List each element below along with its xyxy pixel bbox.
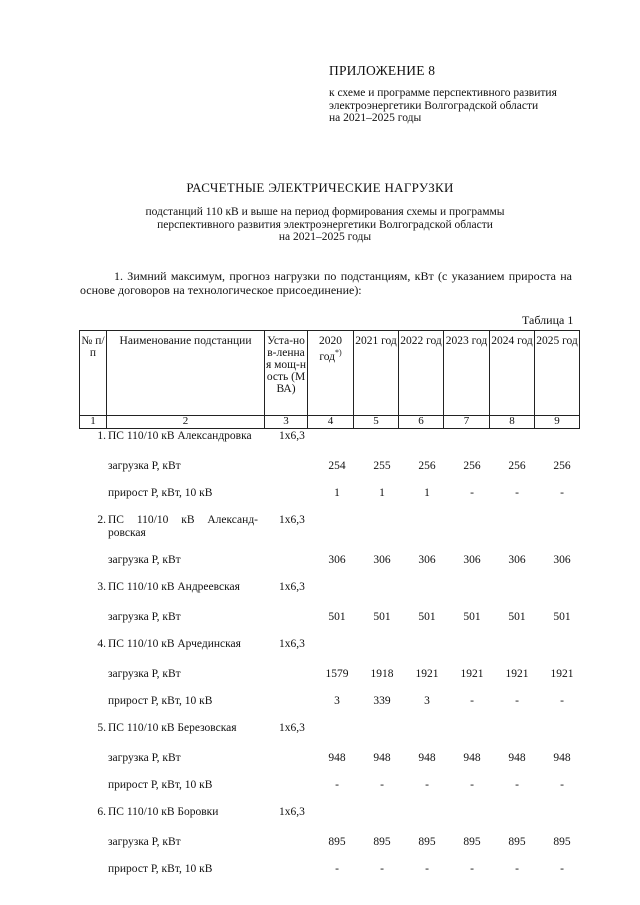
- load-value: -: [515, 779, 519, 791]
- load-value: -: [515, 487, 519, 499]
- document-subtitle-line: подстанций 110 кВ и выше на период формирования схемы и программы: [145, 206, 505, 218]
- header-2024: 2024 год: [490, 331, 535, 416]
- appendix-title: ПРИЛОЖЕНИЕ 8: [329, 63, 436, 78]
- document-subtitle-line: перспективного развития электроэнергетики Волгоградской области: [157, 218, 493, 231]
- load-value: 895: [463, 836, 481, 848]
- column-number: 1: [80, 416, 107, 429]
- load-value: 948: [463, 752, 481, 764]
- load-value: 895: [373, 836, 391, 848]
- load-value: 1: [379, 487, 385, 499]
- installed-power: 1х6,3: [279, 514, 305, 526]
- installed-power: 1х6,3: [279, 430, 305, 442]
- header-2020: [308, 331, 354, 416]
- load-label: загрузка Р, кВт: [108, 460, 181, 472]
- substation-number: 2.: [97, 514, 106, 526]
- load-value: -: [470, 779, 474, 791]
- load-value: 895: [328, 836, 346, 848]
- substation-number: 1.: [97, 430, 106, 442]
- load-value: 3: [334, 695, 340, 707]
- load-value: 255: [373, 460, 391, 472]
- load-value: 306: [508, 554, 526, 566]
- header-power: Уста-нов-ленная мощ-ность (МВА): [265, 331, 308, 416]
- load-value: -: [380, 863, 384, 875]
- load-value: 501: [463, 611, 481, 623]
- load-value: -: [335, 863, 339, 875]
- load-value: 1579: [325, 668, 349, 680]
- substation-name: ПС 110/10 кВ Арчединская: [108, 638, 241, 650]
- load-value: -: [425, 779, 429, 791]
- load-value: -: [560, 695, 564, 707]
- load-value: -: [425, 863, 429, 875]
- load-value: -: [470, 863, 474, 875]
- load-value: 1921: [460, 668, 484, 680]
- load-value: 948: [508, 752, 526, 764]
- appendix-subtitle: [329, 87, 579, 125]
- load-value: 895: [553, 836, 571, 848]
- table-header: [79, 330, 580, 429]
- appendix-subtitle-line: на 2021–2025 годы: [329, 112, 422, 124]
- document-subtitle: [100, 206, 550, 244]
- load-value: 306: [373, 554, 391, 566]
- document-subtitle-line: на 2021–2025 годы: [278, 231, 372, 243]
- column-number: 9: [535, 416, 580, 429]
- load-label: загрузка Р, кВт: [108, 611, 181, 623]
- column-number: 2: [107, 416, 265, 429]
- load-value: 1921: [415, 668, 439, 680]
- load-label: прирост Р, кВт, 10 кВ: [108, 695, 213, 707]
- appendix-subtitle-line: к схеме и программе перспективного развития: [329, 87, 557, 99]
- substation-number: 3.: [97, 581, 106, 593]
- installed-power: 1х6,3: [279, 722, 305, 734]
- load-value: -: [515, 863, 519, 875]
- substation-number: 4.: [97, 638, 106, 650]
- installed-power: 1х6,3: [279, 581, 305, 593]
- table-label: Таблица 1: [522, 313, 574, 327]
- load-value: -: [335, 779, 339, 791]
- load-value: 306: [553, 554, 571, 566]
- header-no: № п/п: [80, 331, 107, 416]
- load-value: 948: [373, 752, 391, 764]
- appendix-subtitle-line: электроэнергетики Волгоградской области: [329, 99, 539, 112]
- substation-number: 6.: [97, 806, 106, 818]
- column-number: 6: [399, 416, 444, 429]
- column-number: 8: [490, 416, 535, 429]
- load-label: прирост Р, кВт, 10 кВ: [108, 779, 213, 791]
- load-value: 1: [334, 487, 340, 499]
- load-label: загрузка Р, кВт: [108, 836, 181, 848]
- load-value: 948: [553, 752, 571, 764]
- load-value: 306: [328, 554, 346, 566]
- substation-name: ПС 110/10 кВ Березовская: [108, 722, 237, 734]
- header-name: Наименование подстанции: [107, 331, 265, 416]
- section-paragraph: 1. Зимний максимум, прогноз нагрузки по подстанциям, кВт (с указанием прироста на основе договоров на технологическое присоединение):: [80, 269, 572, 297]
- load-label: загрузка Р, кВт: [108, 668, 181, 680]
- substation-name: ПС 110/10 кВ Александ-ровская: [108, 514, 258, 539]
- load-value: 895: [418, 836, 436, 848]
- load-value: 256: [553, 460, 571, 472]
- load-value: 256: [508, 460, 526, 472]
- load-value: 254: [328, 460, 346, 472]
- load-label: загрузка Р, кВт: [108, 554, 181, 566]
- substation-name: ПС 110/10 кВ Андреевская: [108, 581, 240, 593]
- header-2020-note: *): [335, 348, 342, 357]
- installed-power: 1х6,3: [279, 638, 305, 650]
- load-value: 948: [418, 752, 436, 764]
- installed-power: 1х6,3: [279, 806, 305, 818]
- load-value: 501: [328, 611, 346, 623]
- load-value: 1918: [370, 668, 394, 680]
- load-value: 306: [463, 554, 481, 566]
- load-value: -: [470, 487, 474, 499]
- load-value: 3: [424, 695, 430, 707]
- load-value: 1: [424, 487, 430, 499]
- substation-number: 5.: [97, 722, 106, 734]
- substation-name: ПС 110/10 кВ Боровки: [108, 806, 219, 818]
- header-2020-label: 2020 год: [319, 335, 342, 363]
- header-2025: 2025 год: [535, 331, 580, 416]
- header-2023: 2023 год: [444, 331, 490, 416]
- header-2022: 2022 год: [399, 331, 444, 416]
- load-label: прирост Р, кВт, 10 кВ: [108, 863, 213, 875]
- column-number: 5: [354, 416, 399, 429]
- load-value: -: [560, 487, 564, 499]
- header-2021: 2021 год: [354, 331, 399, 416]
- column-number: 3: [265, 416, 308, 429]
- load-value: 1921: [550, 668, 574, 680]
- load-value: 501: [373, 611, 391, 623]
- load-value: -: [560, 779, 564, 791]
- load-value: -: [515, 695, 519, 707]
- load-value: 256: [418, 460, 436, 472]
- load-value: -: [560, 863, 564, 875]
- load-value: 339: [373, 695, 391, 707]
- load-value: 501: [508, 611, 526, 623]
- load-value: 895: [508, 836, 526, 848]
- load-value: -: [470, 695, 474, 707]
- document-title: РАСЧЕТНЫЕ ЭЛЕКТРИЧЕСКИЕ НАГРУЗКИ: [186, 180, 454, 195]
- load-label: прирост Р, кВт, 10 кВ: [108, 487, 213, 499]
- load-value: 948: [328, 752, 346, 764]
- substation-name: ПС 110/10 кВ Александровка: [108, 430, 252, 442]
- load-value: 256: [463, 460, 481, 472]
- load-value: 501: [553, 611, 571, 623]
- load-value: 306: [418, 554, 436, 566]
- load-value: 501: [418, 611, 436, 623]
- load-value: -: [380, 779, 384, 791]
- load-label: загрузка Р, кВт: [108, 752, 181, 764]
- load-value: 1921: [505, 668, 529, 680]
- column-number: 7: [444, 416, 490, 429]
- column-number: 4: [308, 416, 354, 429]
